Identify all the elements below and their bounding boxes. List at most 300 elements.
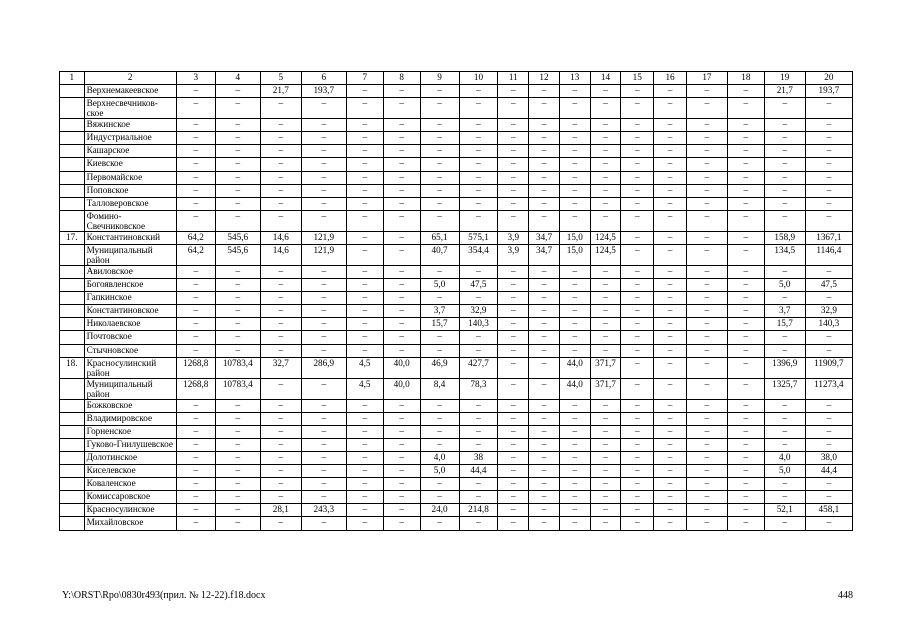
value-cell: 40,0	[383, 357, 420, 378]
value-cell: –	[654, 158, 687, 171]
value-cell: –	[559, 171, 590, 184]
header-cell: 3	[176, 72, 215, 85]
row-number-cell	[60, 197, 85, 210]
value-cell: –	[686, 478, 727, 491]
value-cell: –	[621, 279, 654, 292]
value-cell: –	[686, 465, 727, 478]
row-number-cell	[60, 305, 85, 318]
value-cell: –	[805, 197, 852, 210]
table-row	[60, 451, 853, 464]
value-cell: –	[686, 491, 727, 504]
value-cell: –	[686, 504, 727, 517]
value-cell: 21,7	[764, 85, 805, 98]
value-cell: –	[176, 292, 215, 305]
value-cell: –	[621, 344, 654, 357]
row-number-cell	[60, 145, 85, 158]
value-cell: 44,4	[805, 465, 852, 478]
value-cell: –	[420, 132, 459, 145]
value-cell: 15,7	[764, 318, 805, 331]
value-cell: –	[383, 465, 420, 478]
value-cell: 5,0	[420, 279, 459, 292]
table-row	[60, 265, 853, 278]
value-cell: –	[346, 132, 383, 145]
value-cell: –	[727, 504, 764, 517]
value-cell: –	[383, 504, 420, 517]
row-name-cell: Коваленское	[84, 478, 176, 491]
value-cell: –	[621, 412, 654, 425]
value-cell: –	[176, 438, 215, 451]
value-cell: –	[727, 210, 764, 231]
row-number-cell	[60, 517, 85, 530]
value-cell: –	[176, 171, 215, 184]
value-cell: –	[176, 279, 215, 292]
value-cell: 64,2	[176, 244, 215, 265]
row-number-cell	[60, 344, 85, 357]
table-row	[60, 504, 853, 517]
table-row	[60, 119, 853, 132]
value-cell: –	[621, 357, 654, 378]
row-number-cell	[60, 265, 85, 278]
value-cell: –	[420, 171, 459, 184]
value-cell: –	[559, 491, 590, 504]
row-number-cell: 17.	[60, 231, 85, 244]
value-cell: –	[346, 231, 383, 244]
value-cell: –	[621, 98, 654, 119]
value-cell: –	[215, 197, 260, 210]
header-cell: 15	[621, 72, 654, 85]
row-name-cell: Николаевское	[84, 318, 176, 331]
row-name-cell: Муниципальный район	[84, 244, 176, 265]
value-cell: –	[590, 184, 621, 197]
value-cell: –	[559, 292, 590, 305]
value-cell: –	[686, 425, 727, 438]
value-cell: –	[621, 305, 654, 318]
table-row	[60, 478, 853, 491]
value-cell: –	[529, 197, 560, 210]
value-cell: 124,5	[590, 244, 621, 265]
table-row	[60, 305, 853, 318]
value-cell: –	[686, 98, 727, 119]
row-name-cell: Верхнемакеевское	[84, 85, 176, 98]
value-cell: –	[346, 145, 383, 158]
value-cell: –	[215, 171, 260, 184]
value-cell: 47,5	[805, 279, 852, 292]
value-cell: –	[383, 318, 420, 331]
value-cell: –	[621, 132, 654, 145]
value-cell: –	[654, 279, 687, 292]
value-cell: –	[420, 412, 459, 425]
value-cell: –	[301, 331, 346, 344]
value-cell: –	[805, 344, 852, 357]
value-cell: –	[498, 145, 529, 158]
value-cell: –	[727, 344, 764, 357]
value-cell: –	[383, 132, 420, 145]
value-cell: –	[346, 265, 383, 278]
row-number-cell	[60, 292, 85, 305]
value-cell: 32,9	[459, 305, 498, 318]
value-cell: –	[346, 197, 383, 210]
value-cell: –	[459, 119, 498, 132]
value-cell: –	[260, 197, 301, 210]
value-cell: –	[529, 318, 560, 331]
value-cell: –	[727, 171, 764, 184]
value-cell: –	[686, 85, 727, 98]
value-cell: –	[654, 171, 687, 184]
value-cell: –	[621, 378, 654, 399]
header-cell: 7	[346, 72, 383, 85]
value-cell: –	[727, 145, 764, 158]
value-cell: –	[301, 412, 346, 425]
value-cell: –	[764, 132, 805, 145]
value-cell: –	[686, 357, 727, 378]
value-cell: –	[301, 451, 346, 464]
value-cell: 65,1	[420, 231, 459, 244]
row-number-cell	[60, 465, 85, 478]
value-cell: –	[215, 210, 260, 231]
row-number-cell	[60, 504, 85, 517]
value-cell: –	[215, 158, 260, 171]
value-cell: –	[686, 132, 727, 145]
value-cell: –	[529, 132, 560, 145]
header-cell: 17	[686, 72, 727, 85]
value-cell: –	[498, 292, 529, 305]
value-cell: –	[498, 517, 529, 530]
value-cell: –	[686, 517, 727, 530]
value-cell: –	[459, 425, 498, 438]
value-cell: –	[346, 158, 383, 171]
value-cell: –	[529, 184, 560, 197]
value-cell: –	[176, 132, 215, 145]
value-cell: –	[529, 378, 560, 399]
value-cell: –	[621, 184, 654, 197]
table-row	[60, 184, 853, 197]
value-cell: –	[590, 98, 621, 119]
value-cell: –	[529, 504, 560, 517]
value-cell: –	[420, 399, 459, 412]
value-cell: –	[654, 119, 687, 132]
table-row	[60, 231, 853, 244]
value-cell: –	[529, 412, 560, 425]
row-name-cell: Михайловское	[84, 517, 176, 530]
row-number-cell	[60, 425, 85, 438]
value-cell: –	[727, 244, 764, 265]
value-cell: –	[764, 412, 805, 425]
row-name-cell: Комиссаровское	[84, 491, 176, 504]
footer-page-number: 448	[838, 590, 853, 601]
value-cell: –	[654, 357, 687, 378]
value-cell: –	[383, 399, 420, 412]
value-cell: –	[590, 197, 621, 210]
value-cell: –	[260, 158, 301, 171]
value-cell: –	[727, 184, 764, 197]
header-cell: 4	[215, 72, 260, 85]
value-cell: 4,0	[764, 451, 805, 464]
row-name-cell: Владимировское	[84, 412, 176, 425]
value-cell: –	[301, 265, 346, 278]
header-cell: 16	[654, 72, 687, 85]
value-cell: –	[590, 438, 621, 451]
value-cell: 44,4	[459, 465, 498, 478]
value-cell: –	[621, 197, 654, 210]
value-cell: 52,1	[764, 504, 805, 517]
row-number-cell	[60, 132, 85, 145]
value-cell: –	[383, 171, 420, 184]
value-cell: –	[346, 517, 383, 530]
value-cell: 371,7	[590, 378, 621, 399]
value-cell: 15,0	[559, 244, 590, 265]
value-cell: –	[590, 491, 621, 504]
value-cell: –	[498, 119, 529, 132]
value-cell: –	[686, 158, 727, 171]
value-cell: –	[498, 438, 529, 451]
value-cell: –	[383, 451, 420, 464]
value-cell: –	[764, 425, 805, 438]
value-cell: –	[420, 197, 459, 210]
row-number-cell	[60, 378, 85, 399]
value-cell: –	[727, 318, 764, 331]
value-cell: –	[559, 344, 590, 357]
table-header-row	[60, 72, 853, 85]
value-cell: –	[346, 465, 383, 478]
value-cell: 15,7	[420, 318, 459, 331]
value-cell: –	[176, 491, 215, 504]
value-cell: –	[764, 344, 805, 357]
header-cell: 11	[498, 72, 529, 85]
value-cell: –	[383, 438, 420, 451]
value-cell: –	[346, 451, 383, 464]
value-cell: –	[764, 438, 805, 451]
row-name-cell: Авиловское	[84, 265, 176, 278]
value-cell: –	[764, 210, 805, 231]
value-cell: –	[529, 438, 560, 451]
row-name-cell: Кашарское	[84, 145, 176, 158]
value-cell: –	[559, 318, 590, 331]
value-cell: 158,9	[764, 231, 805, 244]
value-cell: –	[805, 98, 852, 119]
value-cell: –	[764, 517, 805, 530]
value-cell: –	[459, 344, 498, 357]
value-cell: –	[654, 491, 687, 504]
value-cell: –	[590, 399, 621, 412]
value-cell: –	[498, 171, 529, 184]
value-cell: –	[383, 231, 420, 244]
value-cell: –	[529, 399, 560, 412]
value-cell: –	[498, 132, 529, 145]
value-cell: –	[260, 265, 301, 278]
value-cell: –	[654, 412, 687, 425]
value-cell: –	[301, 318, 346, 331]
value-cell: –	[621, 171, 654, 184]
row-name-cell: Почтовское	[84, 331, 176, 344]
value-cell: –	[498, 331, 529, 344]
value-cell: –	[559, 145, 590, 158]
value-cell: –	[559, 119, 590, 132]
value-cell: –	[260, 318, 301, 331]
value-cell: –	[176, 158, 215, 171]
value-cell: –	[420, 265, 459, 278]
value-cell: –	[686, 318, 727, 331]
value-cell: –	[686, 399, 727, 412]
table-row	[60, 357, 853, 378]
value-cell: –	[260, 438, 301, 451]
value-cell: –	[459, 171, 498, 184]
value-cell: –	[805, 132, 852, 145]
value-cell: –	[420, 119, 459, 132]
value-cell: –	[559, 98, 590, 119]
value-cell: –	[215, 465, 260, 478]
table-row	[60, 425, 853, 438]
value-cell: 28,1	[260, 504, 301, 517]
value-cell: –	[260, 344, 301, 357]
value-cell: –	[621, 145, 654, 158]
value-cell: –	[215, 98, 260, 119]
table-row	[60, 171, 853, 184]
value-cell: –	[346, 85, 383, 98]
value-cell: –	[215, 318, 260, 331]
value-cell: –	[621, 425, 654, 438]
value-cell: –	[529, 171, 560, 184]
value-cell: –	[727, 132, 764, 145]
row-name-cell: Горненское	[84, 425, 176, 438]
value-cell: –	[727, 98, 764, 119]
value-cell: –	[764, 331, 805, 344]
value-cell: –	[459, 158, 498, 171]
value-cell: 47,5	[459, 279, 498, 292]
value-cell: 5,0	[764, 465, 805, 478]
value-cell: –	[260, 465, 301, 478]
value-cell: –	[529, 98, 560, 119]
header-cell: 9	[420, 72, 459, 85]
value-cell: –	[590, 158, 621, 171]
value-cell: –	[346, 171, 383, 184]
value-cell: –	[420, 344, 459, 357]
value-cell: –	[346, 98, 383, 119]
value-cell: –	[621, 292, 654, 305]
value-cell: –	[260, 378, 301, 399]
value-cell: –	[654, 197, 687, 210]
value-cell: –	[383, 292, 420, 305]
footer-file-path: Y:\ORST\Rpo\0830r493(прил. № 12-22).f18.docx	[62, 590, 266, 601]
value-cell: –	[621, 399, 654, 412]
row-name-cell: Киселевское	[84, 465, 176, 478]
value-cell: –	[498, 504, 529, 517]
value-cell: –	[498, 210, 529, 231]
header-cell: 14	[590, 72, 621, 85]
value-cell: –	[459, 491, 498, 504]
value-cell: 193,7	[301, 85, 346, 98]
value-cell: –	[559, 210, 590, 231]
row-number-cell	[60, 412, 85, 425]
value-cell: –	[420, 145, 459, 158]
value-cell: –	[459, 412, 498, 425]
value-cell: –	[459, 98, 498, 119]
value-cell: –	[654, 378, 687, 399]
value-cell: –	[301, 378, 346, 399]
value-cell: –	[383, 305, 420, 318]
value-cell: –	[529, 478, 560, 491]
value-cell: –	[420, 517, 459, 530]
value-cell: –	[346, 412, 383, 425]
value-cell: –	[260, 184, 301, 197]
value-cell: –	[301, 465, 346, 478]
value-cell: –	[420, 491, 459, 504]
value-cell: –	[260, 425, 301, 438]
value-cell: 46,9	[420, 357, 459, 378]
header-cell: 5	[260, 72, 301, 85]
value-cell: –	[176, 145, 215, 158]
value-cell: –	[383, 210, 420, 231]
value-cell: –	[529, 145, 560, 158]
value-cell: –	[383, 491, 420, 504]
value-cell: –	[529, 465, 560, 478]
value-cell: –	[215, 478, 260, 491]
value-cell: –	[764, 491, 805, 504]
value-cell: –	[727, 85, 764, 98]
value-cell: –	[654, 305, 687, 318]
header-cell: 18	[727, 72, 764, 85]
value-cell: –	[654, 344, 687, 357]
value-cell: –	[498, 465, 529, 478]
value-cell: –	[529, 210, 560, 231]
value-cell: –	[559, 478, 590, 491]
value-cell: 4,0	[420, 451, 459, 464]
row-name-cell: Индустриальное	[84, 132, 176, 145]
value-cell: –	[301, 517, 346, 530]
header-cell: 8	[383, 72, 420, 85]
value-cell: –	[727, 451, 764, 464]
value-cell: –	[654, 265, 687, 278]
value-cell: –	[590, 517, 621, 530]
table-row	[60, 292, 853, 305]
header-cell: 2	[84, 72, 176, 85]
value-cell: –	[654, 184, 687, 197]
value-cell: 354,4	[459, 244, 498, 265]
value-cell: –	[805, 517, 852, 530]
value-cell: 11273,4	[805, 378, 852, 399]
value-cell: –	[498, 279, 529, 292]
value-cell: –	[260, 491, 301, 504]
value-cell: –	[559, 85, 590, 98]
value-cell: –	[498, 357, 529, 378]
row-number-cell	[60, 98, 85, 119]
value-cell: 243,3	[301, 504, 346, 517]
value-cell: –	[559, 132, 590, 145]
value-cell: –	[459, 438, 498, 451]
value-cell: –	[621, 478, 654, 491]
row-number-cell	[60, 158, 85, 171]
value-cell: –	[260, 145, 301, 158]
value-cell: –	[529, 158, 560, 171]
value-cell: –	[346, 478, 383, 491]
value-cell: –	[301, 171, 346, 184]
value-cell: –	[383, 197, 420, 210]
value-cell: 121,9	[301, 244, 346, 265]
table-row	[60, 491, 853, 504]
value-cell: –	[529, 357, 560, 378]
value-cell: 44,0	[559, 378, 590, 399]
value-cell: –	[176, 265, 215, 278]
value-cell: –	[764, 98, 805, 119]
value-cell: –	[654, 438, 687, 451]
value-cell: –	[215, 517, 260, 530]
value-cell: –	[346, 244, 383, 265]
table-row	[60, 197, 853, 210]
value-cell: –	[654, 244, 687, 265]
value-cell: –	[805, 210, 852, 231]
value-cell: 3,9	[498, 244, 529, 265]
value-cell: –	[215, 451, 260, 464]
table-row	[60, 158, 853, 171]
